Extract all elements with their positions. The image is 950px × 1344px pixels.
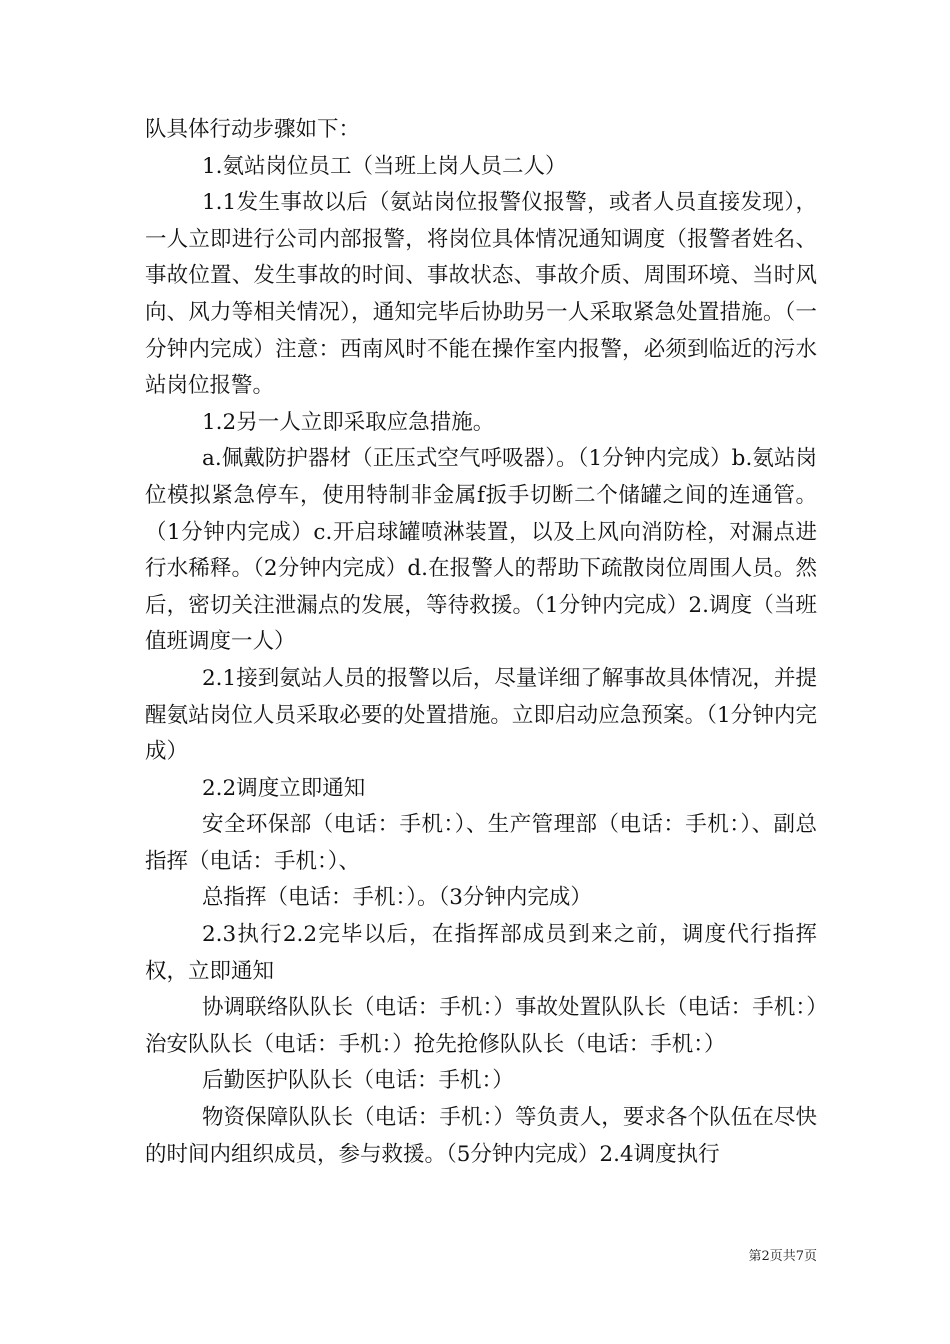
paragraph-8: 安全环保部（电话：手机：）、生产管理部（电话：手机：）、副总指挥（电话：手机：）、 [145,812,817,874]
paragraph-11: 协调联络队队长（电话：手机：）事故处置队队长（电话：手机：）治安队队长（电话：手机：）抢先抢修队队长（电话：手机：） [145,995,817,1057]
paragraph-13: 物资保障队队长（电话：手机：）等负责人，要求各个队伍在尽快的时间内组织成员，参与救援。（5分钟内完成）2.4调度执行 [145,1105,817,1167]
paragraph-7: 2.2调度立即通知 [202,775,366,801]
paragraph-9: 总指挥（电话：手机：）。（3分钟内完成） [202,885,592,911]
page-number: 第2页共7页 [748,1249,817,1264]
paragraph-3: 1.1发生事故以后（氨站岗位报警仪报警，或者人员直接发现），一人立即进行公司内部报警，将岗位具体情况通知调度（报警者姓名、事故位置、发生事故的时间、事故状态、事故介质、周围环境、当时风向、风力等相关情况），通知完毕后协助另一人采取紧急处置措施。（一分钟内完成）注意：西南风时不能在操作室内报警，必须到临近的污水站岗位报警。 [145,190,817,399]
paragraph-1: 队具体行动步骤如下： [145,117,361,142]
paragraph-6: 2.1接到氨站人员的报警以后，尽量详细了解事故具体情况，并提醒氨站岗位人员采取必要的处置措施。立即启动应急预案。（1分钟内完成） [145,665,817,765]
body-text [145,112,817,1173]
paragraph-5: a.佩戴防护器材（正压式空气呼吸器）。（1分钟内完成）b.氨站岗位模拟紧急停车，使用特制非金属f扳手切断二个储罐之间的连通管。（1分钟内完成）c.开启球罐喷淋装置，以及上风向消防栓，对漏点进行水稀释。（2分钟内完成）d.在报警人的帮助下疏散岗位周围人员。然后，密切关注泄漏点的发展，等待救援。（1分钟内完成）2.调度（当班值班调度一人） [145,446,817,655]
paragraph-10: 2.3执行2.2完毕以后，在指挥部成员到来之前，调度代行指挥权，立即通知 [145,922,817,984]
paragraph-12: 后勤医护队队长（电话：手机：） [202,1068,514,1094]
paragraph-2: 1.氨站岗位员工（当班上岗人员二人） [202,153,567,179]
paragraph-4: 1.2另一人立即采取应急措施。 [202,409,495,435]
